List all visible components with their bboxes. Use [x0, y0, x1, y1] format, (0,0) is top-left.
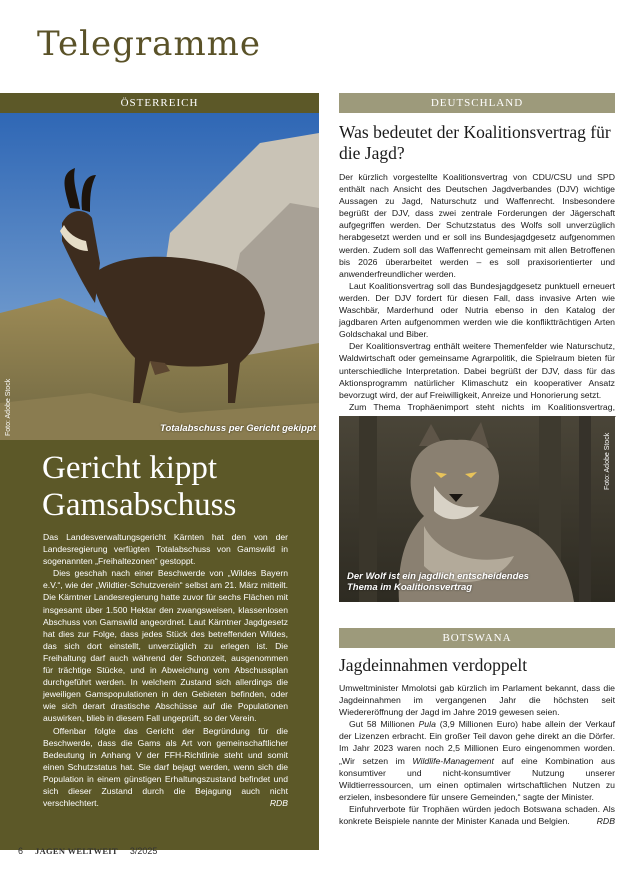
germany-paragraph: Der Koalitionsvertrag enthält weitere Themenfelder wie Naturschutz, Waldwirtschaft oder gemeinsame Agrarpolitik, die Spielraum bieten für unterschiedliche Interpretation. Dabei begrüßt der DJV, dass für das Aktionsprogramm natürlicher Klimaschutz ein kooperativer Ansatz bevorzugt wird, der auf Freiwilligkeit, Anreize und Honorierung setzt.: [339, 341, 615, 400]
germany-headline: Was bedeutet der Koalitionsvertrag für die Jagd?: [339, 122, 611, 163]
page-number: 6: [18, 846, 24, 856]
magazine-name: JAGEN WELTWEIT: [35, 846, 118, 856]
germany-paragraph: Laut Koalitionsvertrag soll das Bundesjagdgesetz punktuell erneuert werden. Der DJV fordert für diesen Fall, dass invasive Arten wie Waschbär, Marderhund oder Nutria ebenso in den Katalog der jagdbaren Arten aufgenommen werden wie die konfliktträchtigen Arten Goldschakal und Biber.: [339, 280, 615, 340]
chamois-photo-caption: Totalabschuss per Gericht gekippt: [160, 423, 316, 434]
botswana-paragraph-text: auf eine Kombination aus konsumtiver und nicht-konsumtiver Nutzung unserer Wildtierressourcen, um einen optimalen wirtschaftlichen Nutzen zu erzielen, insbesondere für unsere Gemeinden,“ sagte der Minister.: [339, 755, 615, 802]
wolf-photo-credit: Foto: Adobe Stock: [604, 432, 611, 490]
botswana-paragraph: [339, 803, 615, 827]
austria-paragraph: [43, 725, 288, 810]
botswana-signature: RDB: [596, 816, 615, 827]
chamois-photo-credit: Foto: Adobe Stock: [5, 378, 12, 436]
section-label-germany: DEUTSCHLAND: [339, 93, 615, 113]
botswana-paragraph: Umweltminister Mmolotsi gab kürzlich im Parlament bekannt, dass die Jagdeinnahmen im vergangenen Jahr die höchsten seit Wiedereröffnung der Jagd im Jahre 2019 gewesen seien.: [339, 683, 615, 718]
germany-article-body: [339, 171, 615, 425]
germany-paragraph: Der kürzlich vorgestellte Koalitionsvertrag von CDU/CSU und SPD enthält nach Ansicht des Deutschen Jagdverbandes (DJV) wichtige Aussagen zu Jagd, Naturschutz und Waffenrecht. Insbesondere begrüßt der DJV, dass zwei zentrale Forderungen der Jägerschaft aufgegriffen werden. Der Schutzstatus des Wolfs soll unverzüglich herabgesetzt werden und er soll ins Bundesjagdgesetz aufgenommen werden. Zudem soll das Waffenrecht gemeinsam mit allen Betroffenen bis 2026 überarbeitet werden – es soll praxisorientierter und anwenderfreundlicher werden.: [339, 172, 615, 279]
currency-term: Pula: [418, 719, 436, 730]
botswana-paragraph: [339, 718, 615, 803]
page-title: Telegramme: [37, 24, 262, 64]
austria-signature: RDB: [269, 798, 288, 809]
wildlife-management-term: Wildlife-Management: [412, 755, 494, 766]
botswana-article-body: [339, 682, 615, 827]
botswana-paragraph-text: (3,9 Millionen Euro) habe allein der Verkauf der Lizenzen erbracht. Ein großer Teil davon gehe direkt an die Dörfer. Im Jahr 2023 waren noch 2,5 Millionen Euro eingenommen worden. „Wir setzen im: [339, 719, 615, 766]
botswana-paragraph-text: Gut 58 Millionen: [349, 719, 419, 730]
section-label-botswana: BOTSWANA: [339, 628, 615, 648]
austria-headline: Gericht kippt Gamsabschuss: [42, 450, 237, 523]
page-footer: [18, 846, 157, 856]
austria-paragraph-text: Offenbar folgte das Gericht der Begründung für die Beschwerde, dass die Gams als Art von gemeinschaftlicher Bedeutung in Anhang V der FFH-Richtlinie steht und somit einen Schutzstatus hat. Sie darf bejagt werden, wenn sich die Population in einem günstigen Erhaltungszustand befindet und sich dieser Zustand durch die Bejagung auch nicht verschlechtert.: [43, 725, 288, 809]
botswana-paragraph-text: Einfuhrverbote für Trophäen würden jedoch Botswana schaden. Als konkrete Beispiele nannte der Minister Kanada und Belgien.: [339, 803, 615, 827]
section-label-austria: ÖSTERREICH: [0, 93, 319, 113]
austria-paragraph: Das Landesverwaltungsgericht Kärnten hat den von der Landesregierung verfügten Totalabschuss von Gamswild in sogenannten „Freihaltezonen“ gestoppt.: [43, 532, 288, 567]
botswana-headline: Jagdeinnahmen verdoppelt: [339, 655, 528, 675]
austria-paragraph: Dies geschah nach einer Beschwerde von „Wildes Bayern e.V.“, wie der „Wildtier-Schutzverein“ selbst am 21. März mitteilt. Die Kärntner Landesregierung hatte zuvor für sechs Flächen mit insgesamt über 1.500 Hektar den zwangsweisen, klassenlosen Abschuss von Gamswild angeordnet. Laut Kärntner Jagdgesetz hat dies zur Folge, dass jedes Stück des betreffenden Wildes, das sich dort einstellt, unverzüglich zu erlegen ist. Die Freihaltung darf auch während der Schonzeit, ausgenommen für trächtige Stücke, und in Abweichung vom Abschussplan durchgeführt werden. In welchem Zustand sich allerdings die jeweiligen Gamspopulationen in den Gebieten befinden, oder wie sich derart drastische Abschüsse auf die Populationen auswirken, blieb in diesem Fall ungeprüft, so der Verein.: [43, 568, 288, 724]
issue-number: 3/2025: [129, 846, 158, 856]
germany-paragraph-text: Zum Thema Trophäenimport steht nichts im Koalitionsvertrag,: [349, 401, 615, 412]
chamois-photo: [0, 113, 319, 440]
wolf-photo-caption: Der Wolf ist ein jagdlich entscheidendes Thema im Koalitionsvertrag: [347, 571, 529, 593]
austria-article-body: [43, 531, 288, 809]
